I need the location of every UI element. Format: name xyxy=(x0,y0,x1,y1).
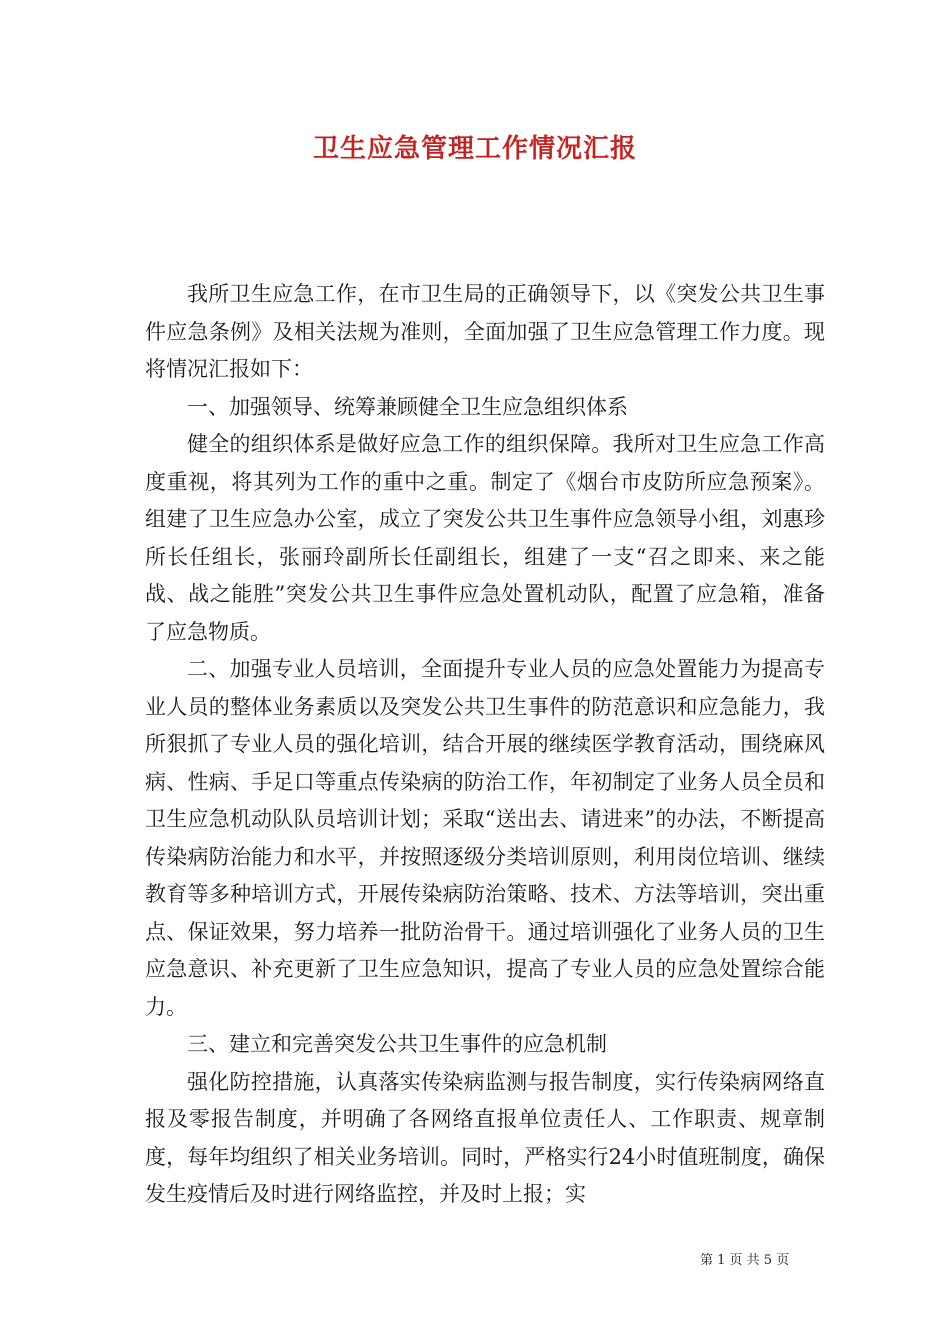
document-body xyxy=(145,276,825,1214)
section-2-paragraph: 二、加强专业人员培训，全面提升专业人员的应急处置能力为提高专业人员的整体业务素质以及突发公共卫生事件的防范意识和应急能力，我所狠抓了专业人员的强化培训，结合开展的继续医学教育活动，围绕麻风病、性病、手足口等重点传染病的防治工作，年初制定了业务人员全员和卫生应急机动队队员培训计划；采取“送出去、请进来”的办法，不断提高传染病防治能力和水平，并按照逐级分类培训原则，利用岗位培训、继续教育等多种培训方式，开展传染病防治策略、技术、方法等培训，突出重点、保证效果，努力培养一批防治骨干。通过培训强化了业务人员的卫生应急意识、补充更新了卫生应急知识，提高了专业人员的应急处置综合能力。 xyxy=(145,657,825,1019)
section-1-paragraph: 健全的组织体系是做好应急工作的组织保障。我所对卫生应急工作高度重视，将其列为工作的重中之重。制定了《烟台市皮防所应急预案》。组建了卫生应急办公室，成立了突发公共卫生事件应急领导小组，刘惠珍所长任组长，张丽玲副所长任副组长，组建了一支“召之即来、来之能战、战之能胜”突发公共卫生事件应急处置机动队，配置了应急箱，准备了应急物质。 xyxy=(145,432,825,644)
section-3-paragraph: 强化防控措施，认真落实传染病监测与报告制度，实行传染病网络直报及零报告制度，并明确了各网络直报单位责任人、工作职责、规章制度，每年均组织了相关业务培训。同时，严格实行24小时值班制度，确保发生疫情后及时进行网络监控，并及时上报；实 xyxy=(145,1069,825,1206)
page-number: 第 1 页 共 5 页 xyxy=(700,1253,790,1268)
section-heading-1: 一、加强领导、统筹兼顾健全卫生应急组织体系 xyxy=(187,394,628,419)
section-heading-3: 三、建立和完善突发公共卫生事件的应急机制 xyxy=(187,1032,607,1056)
document-title: 卫生应急管理工作情况汇报 xyxy=(312,134,637,164)
intro-paragraph: 我所卫生应急工作，在市卫生局的正确领导下，以《突发公共卫生事件应急条例》及相关法规为准则，全面加强了卫生应急管理工作力度。现将情况汇报如下： xyxy=(145,282,825,381)
